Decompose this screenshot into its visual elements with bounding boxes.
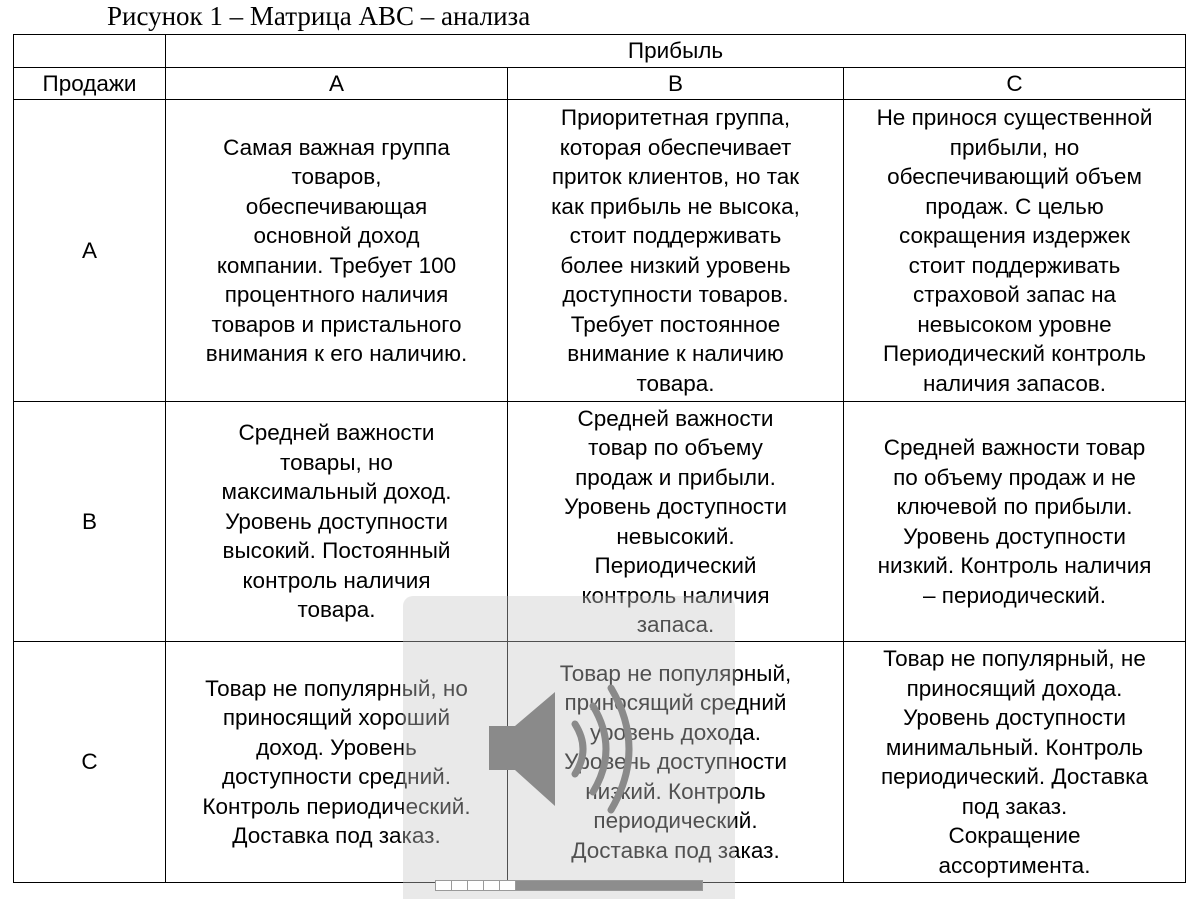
figure-caption: Рисунок 1 – Матрица ABC – анализа <box>107 1 531 31</box>
row-label-c: C <box>14 642 166 883</box>
cell-c-a: Товар не популярный, но приносящий хороший доход. Уровень доступности средний. Контроль периодический. Доставка под заказ. <box>166 642 508 883</box>
column-header-b: B <box>508 68 844 100</box>
progress-bar[interactable] <box>435 880 703 891</box>
column-header-c: C <box>844 68 1186 100</box>
profit-header: Прибыль <box>166 35 1186 68</box>
progress-buffered <box>436 881 516 890</box>
video-player-overlay[interactable] <box>403 596 735 899</box>
row-label-b: B <box>14 402 166 642</box>
row-label-a: A <box>14 100 166 402</box>
cell-a-c: Не принося существенной прибыли, но обеспечивающий объем продаж. С целью сокращения издержек стоит поддерживать страховой запас на невысоком уровне Периодический контроль наличия запасов. <box>844 100 1186 402</box>
column-header-a: A <box>166 68 508 100</box>
speaker-icon[interactable] <box>483 674 653 824</box>
sales-header: Продажи <box>14 68 166 100</box>
table-row <box>14 100 1186 402</box>
cell-a-b: Приоритетная группа, которая обеспечивает приток клиентов, но так как прибыль не высока, стоит поддерживать более низкий уровень доступности товаров. Требует постоянное внимание к наличию товара. <box>508 100 844 402</box>
cell-c-c: Товар не популярный, не приносящий дохода. Уровень доступности минимальный. Контроль периодический. Доставка под заказ. Сокращение ассортимента. <box>844 642 1186 883</box>
cell-b-a: Средней важности товары, но максимальный доход. Уровень доступности высокий. Постоянный контроль наличия товара. <box>166 402 508 642</box>
cell-b-b: Средней важности товар по объему продаж и прибыли. Уровень доступности невысокий. Периодический контроль наличия запаса. <box>508 402 844 642</box>
cell-c-b: Товар не популярный, приносящий средний уровень дохода. Уровень доступности низкий. Контроль периодический. Доставка под заказ. <box>508 642 844 883</box>
corner-cell <box>14 35 166 68</box>
cell-b-c: Средней важности товар по объему продаж и не ключевой по прибыли. Уровень доступности низкий. Контроль наличия – периодический. <box>844 402 1186 642</box>
cell-a-a: Самая важная группа товаров, обеспечивающая основной доход компании. Требует 100 процентного наличия товаров и пристального внимания к его наличию. <box>166 100 508 402</box>
